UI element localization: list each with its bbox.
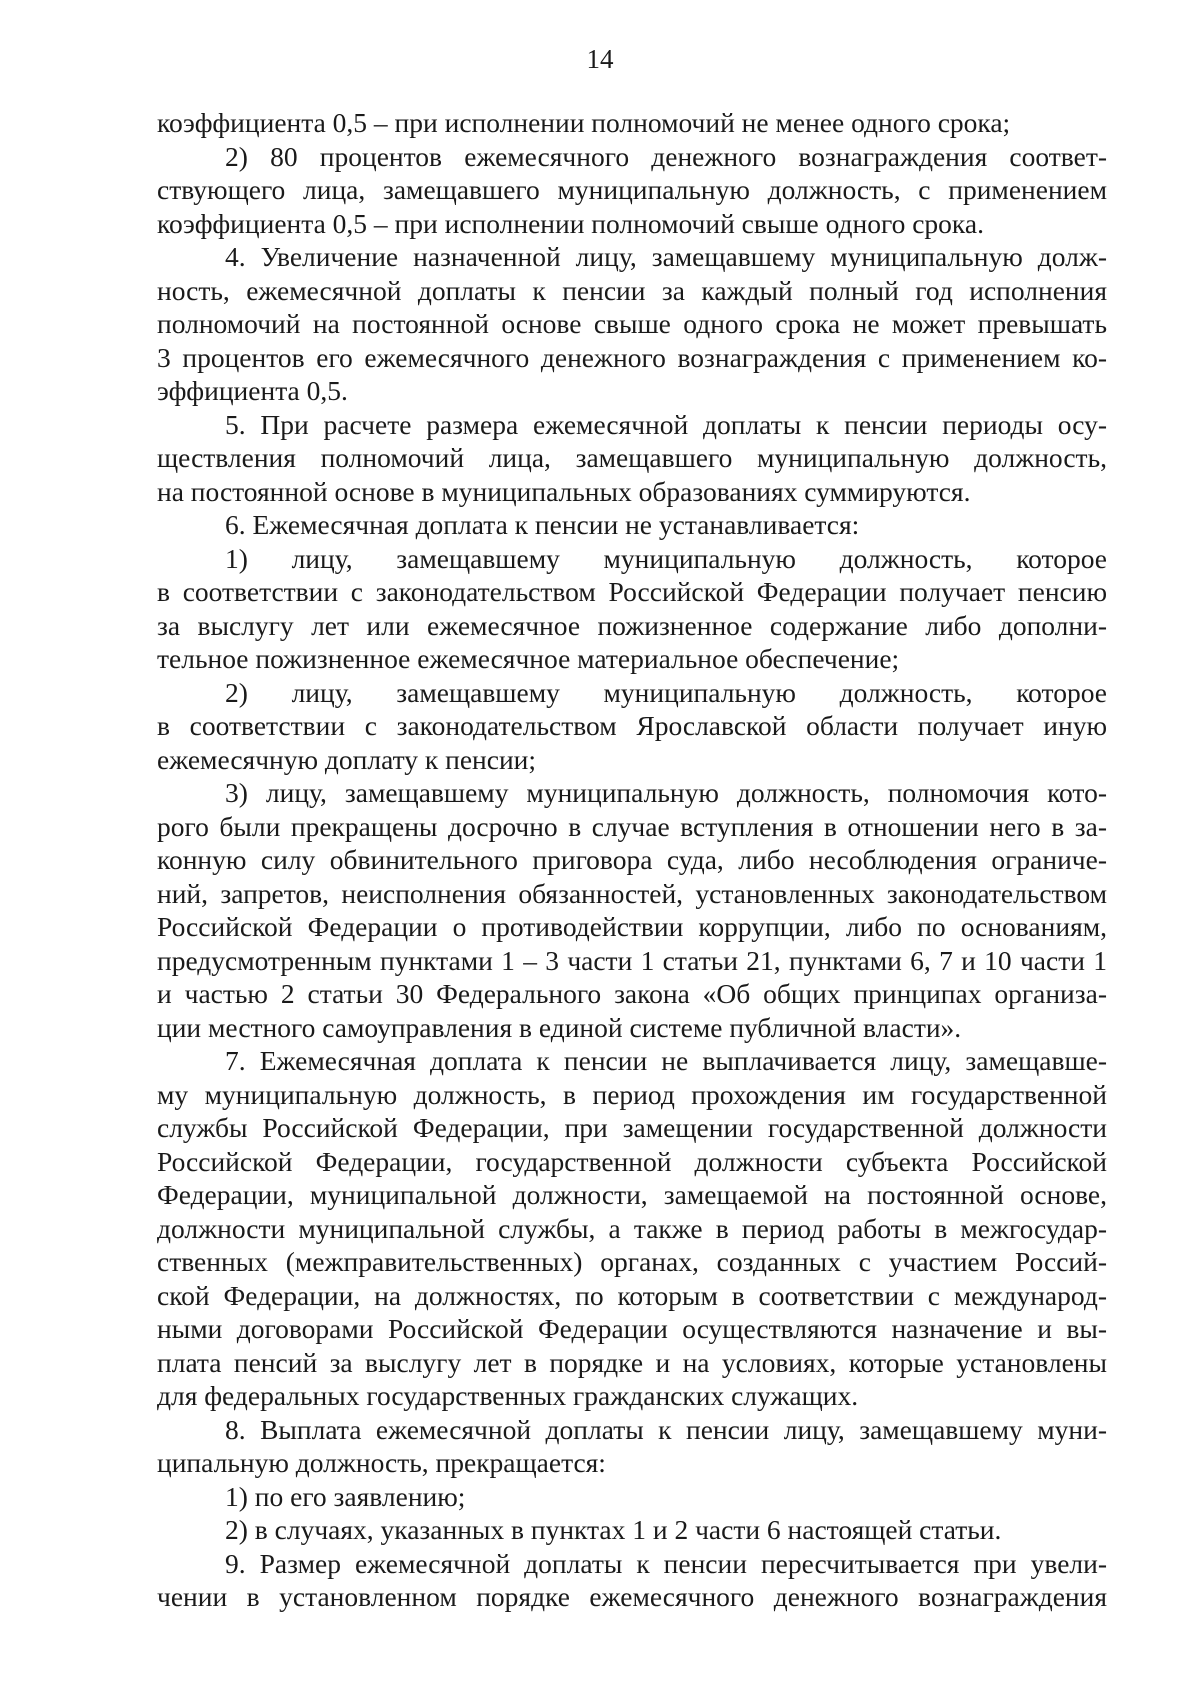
text-line: 1) по его заявлению; [225, 1480, 466, 1512]
text-line: 9. Размер ежемесячной доплаты к пенсии пересчитывается при увели- [225, 1547, 1107, 1579]
text-line: ципальную должность, прекращается: [157, 1447, 606, 1478]
text-line: ежемесячную доплату к пенсии; [157, 743, 537, 775]
text-line: ными договорами Российской Федерации осуществляются назначение и вы- [157, 1313, 1107, 1344]
text-line: 1) лицу, замещавшему муниципальную должность, которое [225, 542, 1107, 574]
text-line: ции местного самоуправления в единой системе публичной власти». [157, 1011, 962, 1043]
text-line: ской Федерации, на должностях, по которым в соответствии с международ- [157, 1279, 1107, 1311]
text-line: в соответствии с законодательством Ярославской области получает иную [157, 710, 1107, 741]
text-line: коэффициента 0,5 – при исполнении полномочий не менее одного срока; [157, 107, 1011, 138]
text-line: Российской Федерации, государственной должности субъекта Российской [157, 1145, 1107, 1177]
text-line: 3 процентов его ежемесячного денежного вознаграждения с применением ко- [157, 341, 1107, 373]
text-line: службы Российской Федерации, при замещении государственной должности [157, 1112, 1107, 1143]
text-line: для федеральных государственных гражданских служащих. [157, 1380, 859, 1411]
text-line: ственных (межправительственных) органах, созданных с участием Россий- [157, 1246, 1107, 1277]
text-line: 7. Ежемесячная доплата к пенсии не выплачивается лицу, замещавше- [225, 1045, 1107, 1076]
text-line: ствующего лица, замещавшего муниципальную должность, с применением [157, 174, 1107, 205]
text-line: ществления полномочий лица, замещавшего муниципальную должность, [157, 442, 1107, 473]
text-line: Федерации, муниципальной должности, замещаемой на постоянной основе, [157, 1179, 1107, 1210]
text-line: 5. При расчете размера ежемесячной доплаты к пенсии периоды осу- [225, 408, 1107, 440]
text-line: рого были прекращены досрочно в случае вступления в отношении него в за- [157, 810, 1107, 842]
text-line: тельное пожизненное ежемесячное материальное обеспечение; [157, 643, 900, 674]
text-line: коэффициента 0,5 – при исполнении полномочий свыше одного срока. [157, 207, 984, 239]
text-line: ность, ежемесячной доплаты к пенсии за каждый полный год исполнения [157, 274, 1107, 306]
text-line: полномочий на постоянной основе свыше одного срока не может превышать [157, 308, 1107, 339]
text-line: 3) лицу, замещавшему муниципальную должность, полномочия кото- [225, 777, 1107, 808]
text-line: эффициента 0,5. [157, 375, 348, 406]
document-body [157, 106, 1107, 1614]
text-line: 4. Увеличение назначенной лицу, замещавшему муниципальную долж- [225, 241, 1107, 272]
text-line: должности муниципальной службы, а также в период работы в межгосудар- [157, 1212, 1107, 1244]
text-line: за выслугу лет или ежемесячное пожизненное содержание либо дополни- [157, 609, 1107, 641]
text-line: 2) 80 процентов ежемесячного денежного вознаграждения соответ- [225, 140, 1107, 172]
text-line: 6. Ежемесячная доплата к пенсии не устанавливается: [225, 509, 860, 540]
text-line: 8. Выплата ежемесячной доплаты к пенсии лицу, замещавшему муни- [225, 1413, 1107, 1445]
text-line: ний, запретов, неисполнения обязанностей, установленных законодательством [157, 877, 1107, 909]
text-line: му муниципальную должность, в период прохождения им государственной [157, 1078, 1107, 1110]
text-line: 2) лицу, замещавшему муниципальную должность, которое [225, 676, 1107, 708]
text-line: в соответствии с законодательством Российской Федерации получает пенсию [157, 576, 1107, 607]
text-line: плата пенсий за выслугу лет в порядке и на условиях, которые установлены [157, 1346, 1107, 1378]
text-line: конную силу обвинительного приговора суда, либо несоблюдения ограниче- [157, 844, 1107, 875]
text-line: предусмотренным пунктами 1 – 3 части 1 статьи 21, пунктами 6, 7 и 10 части 1 [157, 944, 1107, 976]
text-line: 2) в случаях, указанных в пунктах 1 и 2 части 6 настоящей статьи. [225, 1514, 1002, 1545]
text-line: на постоянной основе в муниципальных образованиях суммируются. [157, 475, 971, 507]
page-number: 14 [586, 44, 614, 74]
text-line: чении в установленном порядке ежемесячного денежного вознаграждения [157, 1581, 1107, 1612]
text-line: и частью 2 статьи 30 Федерального закона «Об общих принципах организа- [157, 978, 1107, 1009]
text-line: Российской Федерации о противодействии коррупции, либо по основаниям, [157, 911, 1107, 942]
